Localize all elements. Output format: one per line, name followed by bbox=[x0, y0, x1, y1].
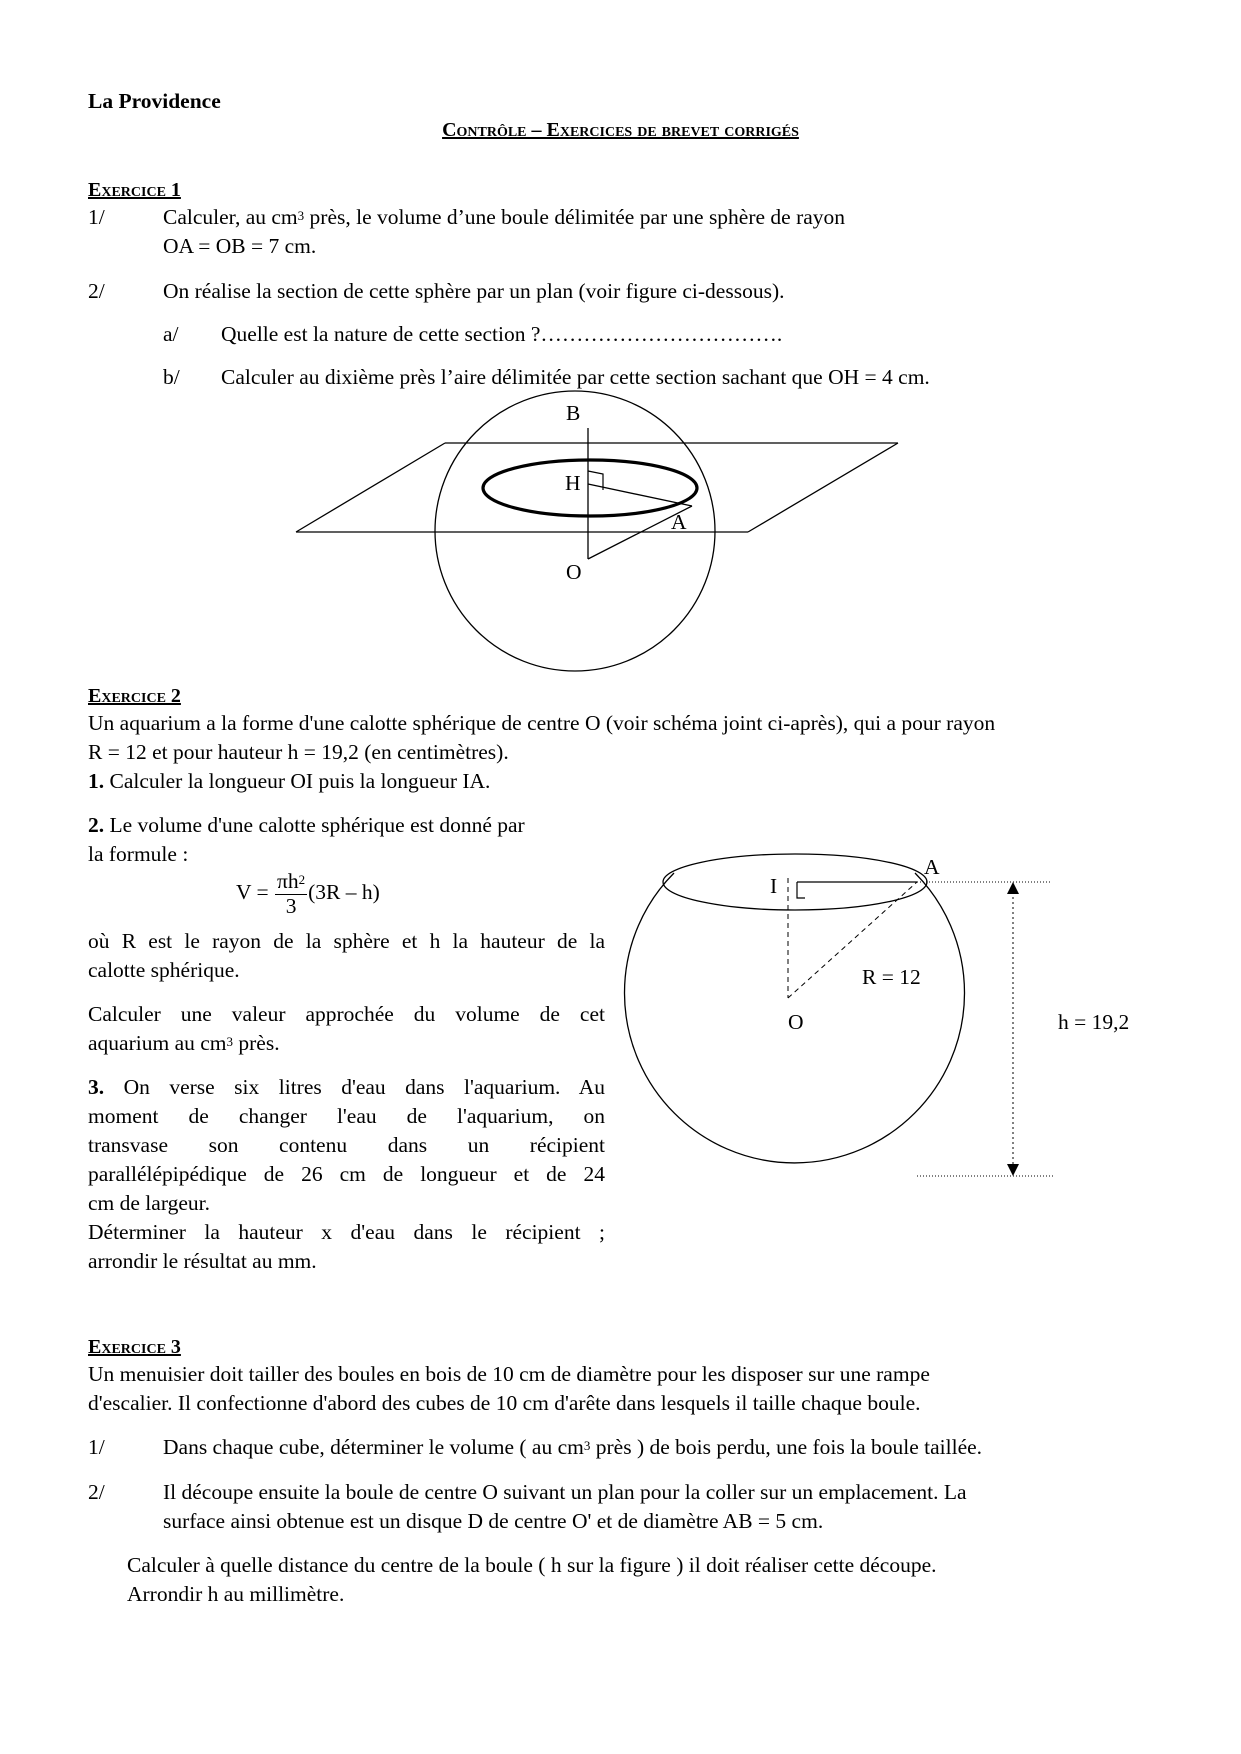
ex2-q3-line4: parallélépipédique de 26 cm de longueur et de 24 bbox=[88, 1162, 605, 1186]
label-i: I bbox=[770, 874, 778, 898]
label-b: B bbox=[566, 401, 581, 425]
label-radius: R = 12 bbox=[862, 965, 921, 989]
ex2-q3-line2: moment de changer l'eau de l'aquarium, on bbox=[88, 1104, 605, 1128]
exercise-3-heading: Exercice 3 bbox=[88, 1336, 181, 1358]
ex2-q3-line5: cm de largeur. bbox=[88, 1191, 210, 1215]
ex2-q3-line6: Déterminer la hauteur x d'eau dans le récipient ; bbox=[88, 1220, 605, 1244]
ex3-q2-line1: Il découpe ensuite la boule de centre O suivant un plan pour la coller sur un emplacement. La bbox=[163, 1480, 967, 1504]
ex3-intro-line1: Un menuisier doit tailler des boules en bois de 10 cm de diamètre pour les disposer sur une rampe bbox=[88, 1362, 930, 1386]
label-height: h = 19,2 bbox=[1058, 1010, 1130, 1034]
ex1-q2a-number: a/ bbox=[163, 322, 179, 346]
exercise-1-heading: Exercice 1 bbox=[88, 179, 181, 201]
ex3-q2-line2: surface ainsi obtenue est un disque D de centre O' et de diamètre AB = 5 cm. bbox=[163, 1509, 824, 1533]
ex1-q1-line2: OA = OB = 7 cm. bbox=[163, 234, 317, 258]
ex2-q1: 1. Calculer la longueur OI puis la longueur IA. bbox=[88, 769, 491, 793]
label-a: A bbox=[924, 855, 940, 879]
ex1-q2a-text: Quelle est la nature de cette section ?……………………………. bbox=[221, 322, 783, 346]
ex2-q3-line1: 3. On verse six litres d'eau dans l'aquarium. Au bbox=[88, 1075, 605, 1099]
ex2-q2-calc-line2: aquarium au $cm^3$ près. bbox=[88, 1031, 280, 1055]
ex1-q2b-text: Calculer au dixième près l’aire délimitée par cette section sachant que OH = 4 cm. bbox=[221, 365, 930, 389]
ex2-q2-line2: la formule : bbox=[88, 842, 189, 866]
ex3-q1-text: Dans chaque cube, déterminer le volume ( au $cm^3$ près ) de bois perdu, une fois la boule taillée. bbox=[163, 1435, 983, 1459]
ex2-q2-line1: 2. Le volume d'une calotte sphérique est donné par bbox=[88, 813, 525, 837]
ex3-q3-line1: Calculer à quelle distance du centre de la boule ( h sur la figure ) il doit réaliser cette découpe. bbox=[127, 1553, 937, 1577]
page-title: Contrôle – Exercices de brevet corrigés bbox=[442, 119, 799, 141]
volume-formula: V = $\frac{\pi h^2}{3}$ (3R – h) bbox=[236, 869, 380, 918]
ex2-q3-line7: arrondir le résultat au mm. bbox=[88, 1249, 317, 1273]
ex1-q2b-number: b/ bbox=[163, 365, 180, 389]
ex2-q2-after-line1: où R est le rayon de la sphère et h la hauteur de la bbox=[88, 929, 605, 953]
label-a: A bbox=[671, 510, 687, 534]
ex2-q2-after-line2: calotte sphérique. bbox=[88, 958, 240, 982]
ex3-q3-line2: Arrondir h au millimètre. bbox=[127, 1582, 345, 1606]
ex2-q3-line3: transvase son contenu dans un récipient bbox=[88, 1133, 605, 1157]
ex2-q2-calc-line1: Calculer une valeur approchée du volume de cet bbox=[88, 1002, 605, 1026]
ex1-q1-number: 1/ bbox=[88, 205, 105, 229]
ex3-q2-number: 2/ bbox=[88, 1480, 105, 1504]
ex3-intro-line2: d'escalier. Il confectionne d'abord des cubes de 10 cm d'arête dans lesquels il taille chaque boule. bbox=[88, 1391, 921, 1415]
school-name: La Providence bbox=[88, 89, 221, 113]
ex1-q2-text: On réalise la section de cette sphère par un plan (voir figure ci-dessous). bbox=[163, 279, 785, 303]
exercise-2-heading: Exercice 2 bbox=[88, 685, 181, 707]
label-o: O bbox=[566, 560, 582, 584]
ex2-intro-line2: R = 12 et pour hauteur h = 19,2 (en centimètres). bbox=[88, 740, 509, 764]
label-o: O bbox=[788, 1010, 804, 1034]
ex3-q1-number: 1/ bbox=[88, 1435, 105, 1459]
ex1-q1-line1: Calculer, au $cm^3$ près, le volume d’une boule délimitée par une sphère de rayon bbox=[163, 205, 846, 229]
ex2-intro-line1: Un aquarium a la forme d'une calotte sphérique de centre O (voir schéma joint ci-après), qui a pour rayon bbox=[88, 711, 996, 735]
ex1-q2-number: 2/ bbox=[88, 279, 105, 303]
label-h: H bbox=[565, 471, 581, 495]
